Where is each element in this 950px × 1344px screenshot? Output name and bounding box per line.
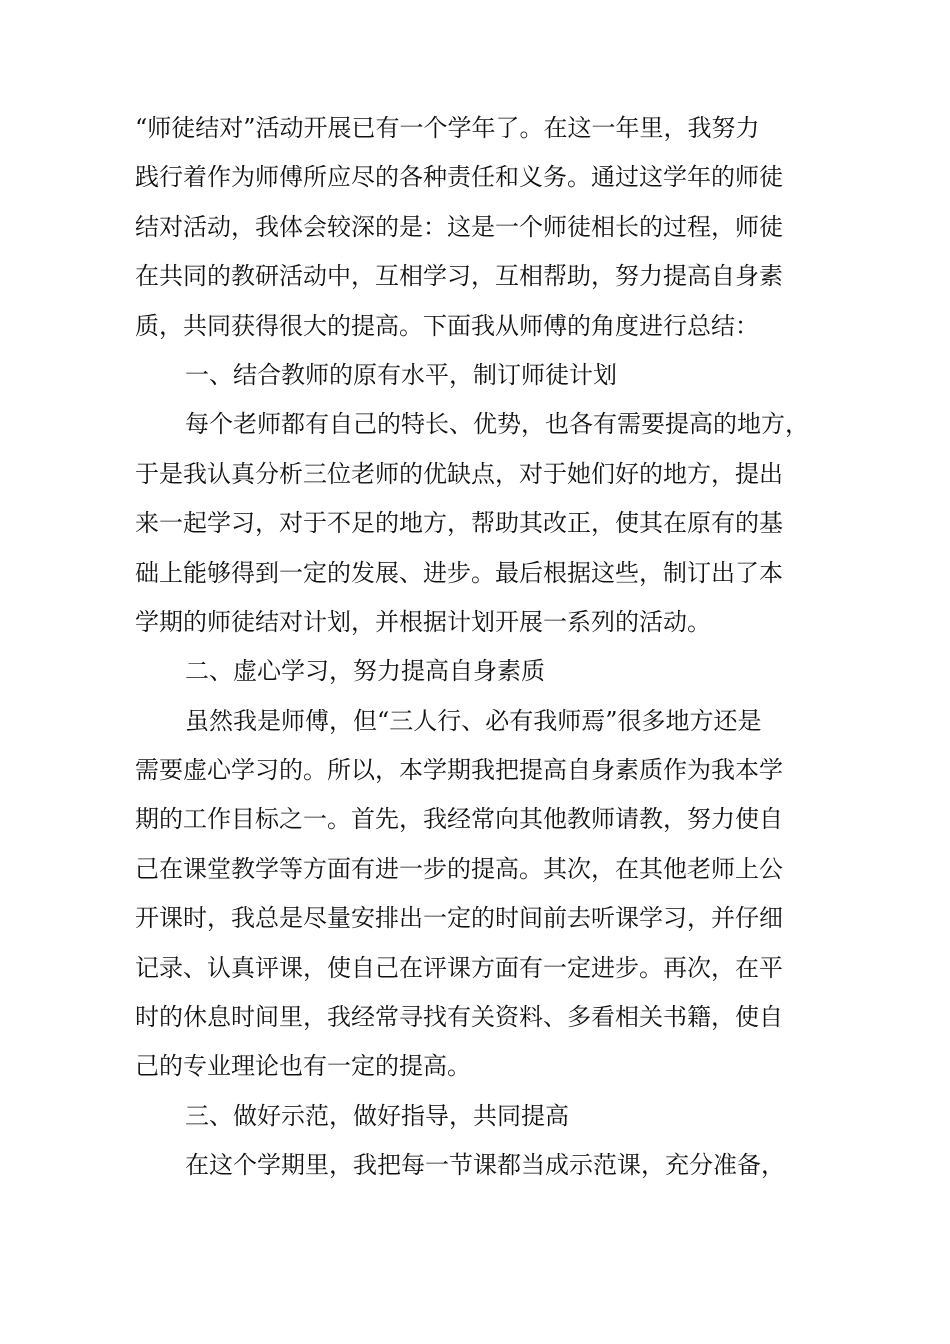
paragraph-line: 在这个学期里，我把每一节课都当成示范课，充分准备，: [185, 1151, 785, 1180]
paragraph: [135, 697, 825, 1092]
paragraph: [135, 104, 825, 351]
paragraph-line: 在共同的教研活动中，互相学习，互相帮助，努力提高自身素: [135, 262, 783, 291]
paragraph-line: 时的休息时间里，我经常寻找有关资料、多看相关书籍，使自: [135, 1003, 783, 1032]
paragraph-line: 虽然我是师傅，但“三人行、必有我师焉”很多地方还是: [185, 706, 762, 735]
paragraph-line: “师徒结对”活动开展已有一个学年了。在这一年里，我努力: [135, 114, 760, 142]
section-heading: [135, 647, 825, 696]
heading-text: 二、虚心学习，努力提高自身素质: [185, 657, 545, 686]
paragraph-line: 己的专业理论也有一定的提高。: [135, 1052, 471, 1081]
paragraph-line: 学期的师徒结对计划，并根据计划开展一系列的活动。: [135, 607, 711, 636]
section-heading: [135, 351, 825, 400]
heading-text: 三、做好示范，做好指导，共同提高: [185, 1101, 569, 1130]
paragraph-line: 于是我认真分析三位老师的优缺点，对于她们好的地方，提出: [135, 459, 783, 488]
document-body: [135, 104, 825, 1191]
heading-text: 一、结合教师的原有水平，制订师徒计划: [185, 360, 617, 389]
paragraph-line: 质，共同获得很大的提高。下面我从师傅的角度进行总结：: [135, 311, 759, 340]
paragraph-line: 期的工作目标之一。首先，我经常向其他教师请教，努力使自: [135, 805, 783, 834]
paragraph-line: 需要虚心学习的。所以，本学期我把提高自身素质作为我本学: [135, 756, 783, 785]
paragraph-line: 践行着作为师傅所应尽的各种责任和义务。通过这学年的师徒: [135, 163, 783, 192]
paragraph-line: 每个老师都有自己的特长、优势，也各有需要提高的地方，: [185, 410, 809, 439]
paragraph-line: 己在课堂教学等方面有进一步的提高。其次，在其他老师上公: [135, 854, 783, 883]
paragraph-line: 开课时，我总是尽量安排出一定的时间前去听课学习，并仔细: [135, 904, 783, 933]
paragraph-line: 结对活动，我体会较深的是：这是一个师徒相长的过程，师徒: [135, 212, 783, 241]
paragraph: [135, 400, 825, 647]
section-heading: [135, 1092, 825, 1141]
paragraph-line: 来一起学习，对于不足的地方，帮助其改正，使其在原有的基: [135, 509, 783, 538]
paragraph-line: 础上能够得到一定的发展、进步。最后根据这些，制订出了本: [135, 558, 783, 587]
paragraph-line: 记录、认真评课，使自己在评课方面有一定进步。再次，在平: [135, 953, 783, 982]
paragraph: [135, 1141, 825, 1190]
